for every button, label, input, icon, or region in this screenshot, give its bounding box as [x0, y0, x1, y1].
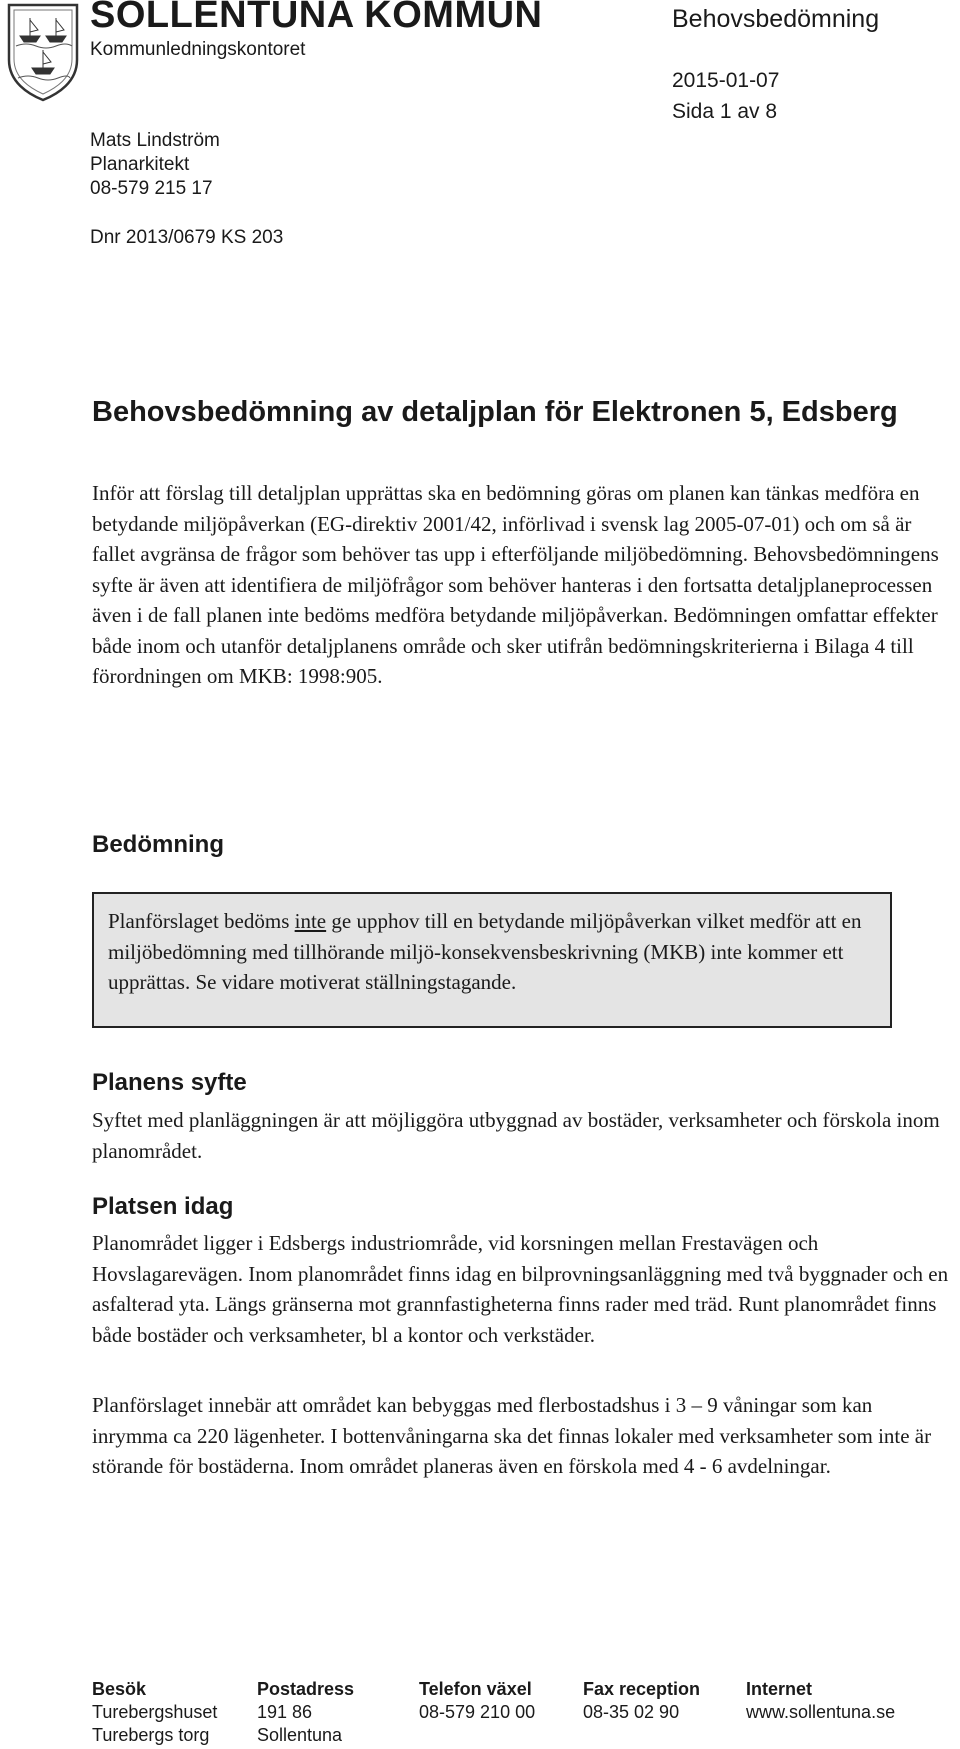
- purpose-heading: Planens syfte: [92, 1069, 247, 1096]
- footer-postal-label: Postadress: [257, 1679, 355, 1699]
- contact-block: [90, 129, 220, 201]
- footer-postal-line: 191 86: [257, 1702, 313, 1722]
- footer-fax: [583, 1678, 700, 1724]
- page-number: Sida 1 av 8: [672, 100, 778, 123]
- site-heading: Platsen idag: [92, 1193, 234, 1220]
- footer-visit-line: Turebergshuset: [92, 1702, 218, 1722]
- assessment-text-start: Planförslaget bedöms: [108, 909, 295, 933]
- assessment-box: [92, 892, 892, 1028]
- contact-role: Planarkitekt: [90, 154, 190, 175]
- organization-name: SOLLENTUNA KOMMUN: [90, 0, 543, 36]
- footer-phone-number: 08-579 210 00: [419, 1702, 536, 1722]
- footer-fax-number: 08-35 02 90: [583, 1702, 680, 1722]
- site-paragraph: Planområdet ligger i Edsbergs industriområde, vid korsningen mellan Frestavägen och Hovslagarevägen. Inom planområdet finns idag en bilprovningsanläggning med två byggnader och en asfalterad yta. Längs gränserna mot grannfastigheterna finns rader med träd. Runt planområdet finns både bostäder och verksamheter, bl a kontor och verkstäder.: [92, 1231, 949, 1347]
- footer-web-label: Internet: [746, 1679, 813, 1699]
- footer-web-link[interactable]: www.sollentuna.se: [746, 1702, 896, 1722]
- footer-phone: [419, 1678, 535, 1724]
- assessment-heading: Bedömning: [92, 831, 224, 858]
- purpose-paragraph: Syftet med planläggningen är att möjliggöra utbyggnad av bostäder, verksamheter och förskola inom planområdet.: [92, 1108, 940, 1163]
- footer-fax-label: Fax reception: [583, 1679, 701, 1699]
- contact-name: Mats Lindström: [90, 130, 220, 151]
- page-title: Behovsbedömning av detaljplan för Elektronen 5, Edsberg: [92, 396, 898, 428]
- footer-phone-label: Telefon växel: [419, 1679, 532, 1699]
- footer-web: [746, 1678, 895, 1724]
- assessment-text-end: ge upphov till en betydande miljöpåverkan vilket medför att en miljöbedömning med tillhörande miljö-konsekvensbeskrivning (MKB) inte kommer ett upprättas. Se vidare motiverat ställningstagande.: [108, 909, 862, 994]
- department-name: Kommunledningskontoret: [90, 39, 306, 60]
- footer-visit-label: Besök: [92, 1679, 147, 1699]
- document-type: Behovsbedömning: [672, 5, 880, 33]
- footer-postal-line: Sollentuna: [257, 1725, 343, 1745]
- diary-number: Dnr 2013/0679 KS 203: [90, 227, 284, 248]
- document-date: 2015-01-07: [672, 69, 780, 92]
- footer-postal: [257, 1678, 354, 1747]
- intro-paragraph: Inför att förslag till detaljplan upprättas ska en bedömning göras om planen kan tänkas medföra en betydande miljöpåverkan (EG-direktiv 2001/42, införlivad i svensk lag 2005-07-01) och om så är fallet avgränsa de frågor som behöver tas upp i efterföljande miljöbedömning. Behovsbedömningens syfte är även att identifiera de miljöfrågor som behöver hanteras i den fortsatta detaljplaneprocessen även i de fall planen inte bedöms medföra betydande miljöpåverkan. Bedömningen omfattar effekter både inom och utanför detaljplanens område och sker utifrån bedömningskriterierna i Bilaga 4 till förordningen om MKB: 1998:905.: [92, 481, 939, 688]
- assessment-emphasis: inte: [294, 909, 327, 933]
- proposal-paragraph: Planförslaget innebär att området kan bebyggas med flerbostadshus i 3 – 9 våningar som kan inrymma ca 220 lägenheter. I bottenvåningarna ska det finnas lokaler med verksamheter som inte är störande för bostäderna. Inom området planeras även en förskola med 4 - 6 avdelningar.: [92, 1393, 932, 1478]
- footer-visit-line: Turebergs torg: [92, 1725, 210, 1745]
- municipal-coat-of-arms-icon: [6, 2, 80, 102]
- contact-phone: 08-579 215 17: [90, 178, 213, 199]
- footer-visit: [92, 1678, 217, 1747]
